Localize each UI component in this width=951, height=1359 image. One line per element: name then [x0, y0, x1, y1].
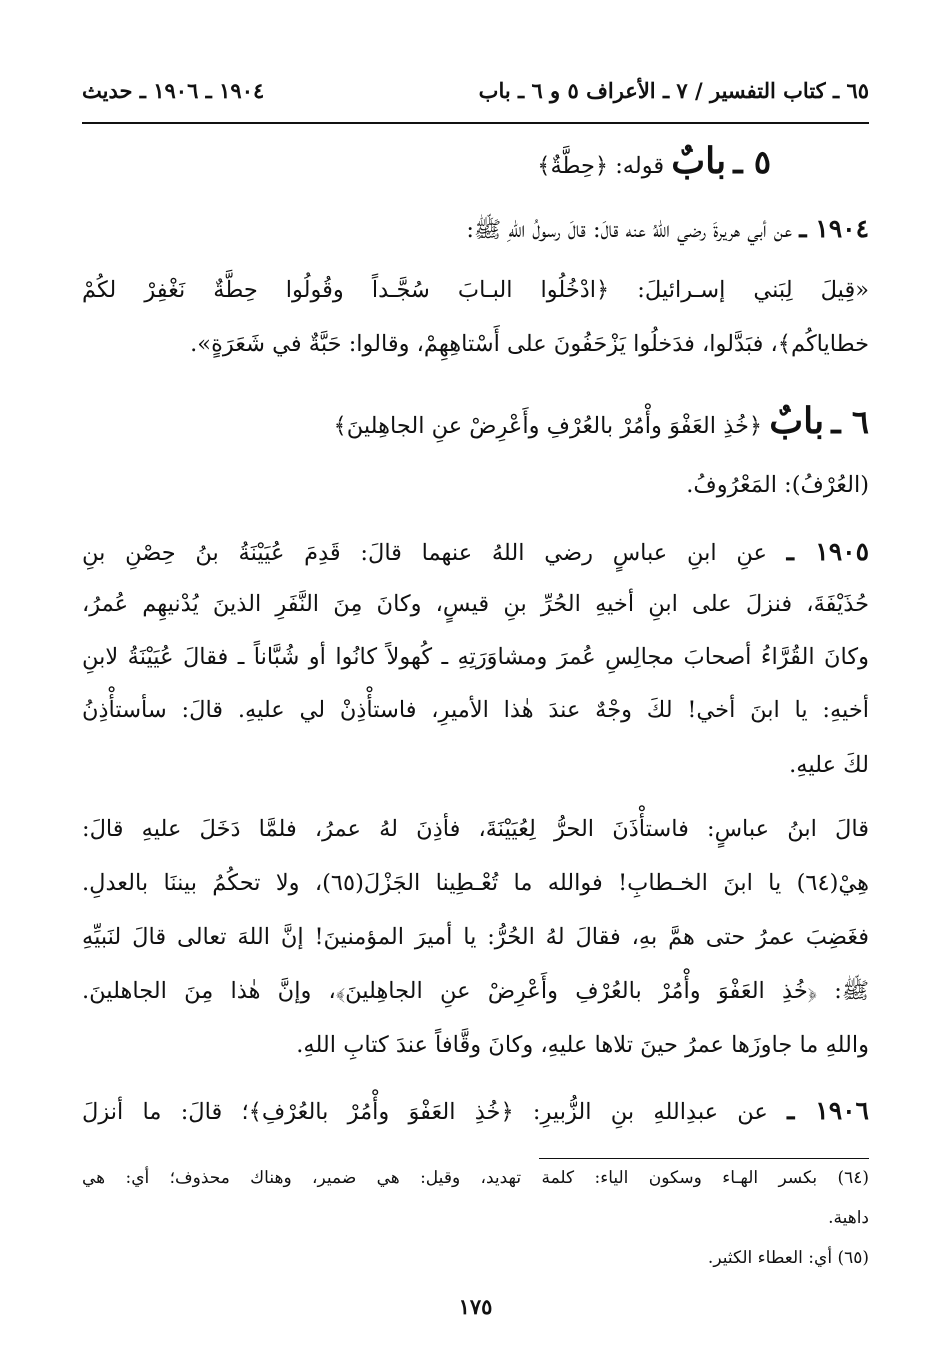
hadith-1904-text-1: عن أبي هريرةَ رضي اللهُ عنه قالَ: قالَ رسولُ اللهِ ﷺ:	[466, 217, 793, 243]
header-chapter-title: ٦٥ ـ كتاب التفسير / ٧ ـ الأعراف ٥ و ٦ ـ باب	[478, 78, 869, 103]
running-header	[82, 78, 869, 114]
hadith-1904-line-1	[82, 214, 869, 244]
hadith-1905-line-1	[82, 537, 869, 567]
hadith-1905-line-5: لكَ عليهِ.	[789, 752, 869, 778]
footnote-64-line-2: داهية.	[828, 1208, 869, 1228]
hadith-1906-number: ١٩٠٦ ـ	[787, 1096, 869, 1125]
bab-6-title: ﴿خُذِ العَفْوَ وأْمُرْ بالعُرْفِ وأَعْرِضْ عنِ الجاهِلينَ﴾	[333, 413, 763, 439]
hadith-1905-para2-line-3: فغَضِبَ عمرُ حتى همَّ بهِ، فقالَ لهُ الحُرُّ: يا أميرَ المؤمنينَ! إنَّ اللهَ تعالى قالَ لنَبيِّهِ	[82, 924, 869, 950]
bab-6-heading	[82, 400, 869, 443]
hadith-1905-line-2: حُذَيْفَةَ، فنزلَ على ابنِ أخيهِ الحُرِّ بنِ قيسٍ، وكانَ مِنَ النَّفَرِ الذينَ يُدْنيهِم عُمرُ،	[82, 591, 869, 617]
hadith-1905-para2-line-1: قالَ ابنُ عباسٍ: فاستأْذَنَ الحرُّ لِعُيَيْنَةَ، فأذِنَ لهُ عمرُ، فلمَّا دَخَلَ عليهِ قالَ:	[82, 816, 869, 842]
hadith-1905-text-1: عنِ ابنِ عباسٍ رضي اللهُ عنهما قالَ: قَدِمَ عُيَيْنَةُ بنُ حِصْنِ بنِ	[82, 540, 767, 566]
hadith-1905-para2-line-2: هِيْ(٦٤) يا ابنَ الخـطابِ! فوالله ما تُعْـطِينا الجَزْلَ(٦٥)، ولا تحكُمُ بيننَا بالعدلِ.	[82, 870, 869, 896]
footnote-divider	[539, 1158, 869, 1159]
hadith-1904-line-3: خطاياكُم﴾، فبَدَّلوا، فدَخلُوا يَزْحَفُونَ على أَسْتاهِهِمْ، وقالوا: حَبَّةٌ في شَعَرَةٍ».	[190, 331, 869, 357]
hadith-1905-line-3: وكانَ القُرَّاءُ أصحابَ مجالِسِ عُمرَ ومشاوَرَتِهِ ـ كُهولاً كانُوا أو شُبَّاناً ـ فقالَ عُيَيْنَةُ لابنِ	[82, 644, 869, 670]
page-number: ١٧٥	[458, 1294, 493, 1319]
hadith-1906-text-1: عن عبدِاللهِ بنِ الزُّبيرِ: ﴿خُذِ العَفْوَ وأْمُرْ بالعُرْفِ﴾؛ قالَ: ما أنزلَ	[82, 1099, 768, 1125]
hadith-1904-line-2: «قِيلَ لِبَني إسـرائيلَ: ﴿ادْخُلُوا البـابَ سُجَّـداً وقُولُوا حِطَّةٌ نَغْفِرْ لكُمْ	[82, 277, 869, 303]
bab-5-title: قوله: ﴿حِطَّةٌ﴾	[537, 153, 665, 179]
hadith-1904-number: ١٩٠٤ ـ	[799, 214, 869, 243]
hadith-1905-number: ١٩٠٥ ـ	[786, 537, 870, 566]
header-hadith-range: ١٩٠٤ ـ ١٩٠٦ ـ حديث	[82, 78, 265, 103]
hadith-1906-line-1	[82, 1096, 869, 1126]
bab-6-word: بابٌ	[769, 400, 825, 442]
header-divider	[82, 122, 869, 124]
bab-5-heading	[537, 140, 771, 183]
bab-5-word: بابٌ	[671, 140, 727, 182]
footnote-65: (٦٥) أي: العطاء الكثير.	[707, 1248, 869, 1268]
hadith-1905-line-4: أخيهِ: يا ابنَ أخي! لكَ وجْهٌ عندَ هٰذا الأميرِ، فاستأْذِنْ لي عليهِ. قالَ: سأستأْذِنُ	[82, 697, 869, 723]
bab-5-number: ٥ ـ	[733, 143, 771, 181]
bab-6-gloss: (العُرْفُ): المَعْرُوفُ.	[686, 472, 869, 498]
hadith-1905-para2-line-4: ﷺ: ﴿خُذِ العَفْوَ وأْمُرْ بالعُرْفِ وأَعْرِضْ عنِ الجاهِلينَ﴾، وإنَّ هٰذا مِنَ الجاهلينَ.	[82, 978, 869, 1004]
hadith-1905-para2-line-5: واللهِ ما جاوزَها عمرُ حينَ تلاها عليهِ، وكانَ وقَّافاً عندَ كتابِ اللهِ.	[296, 1032, 869, 1058]
footnote-64-line-1: (٦٤) بكسر الهـاء وسكون الياء: كلمة تهديد، وقيل: هي ضمير، وهناك محذوف؛ أي: هي	[82, 1168, 869, 1188]
bab-6-number: ٦ ـ	[831, 403, 869, 441]
